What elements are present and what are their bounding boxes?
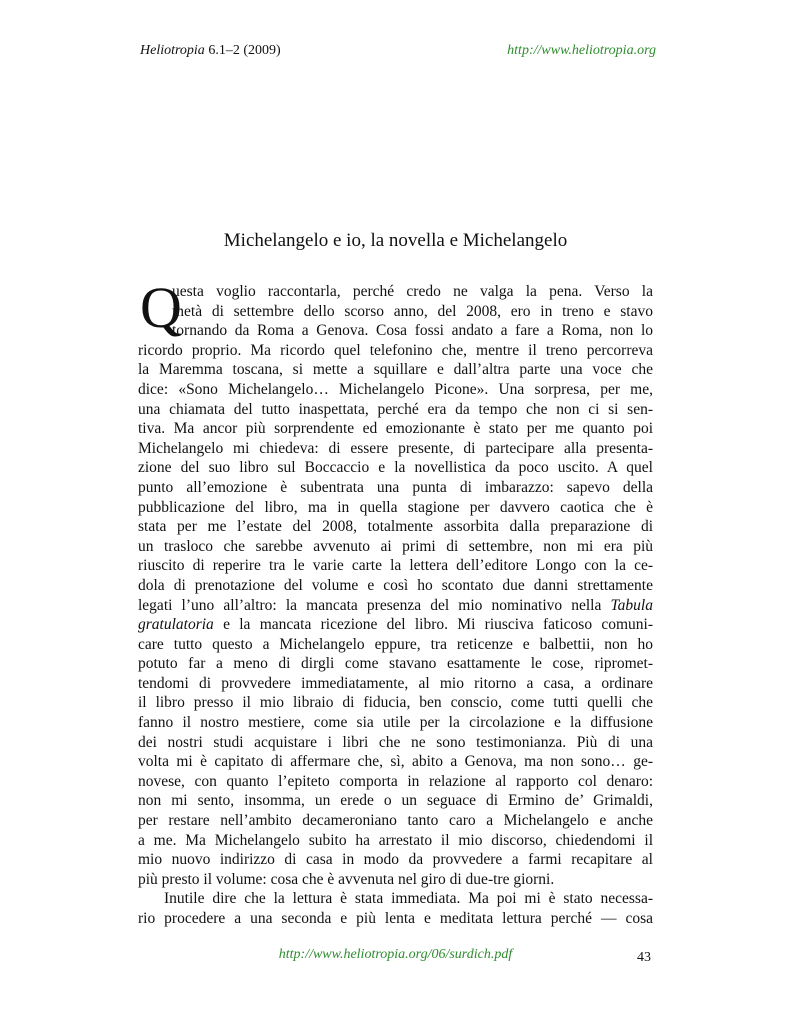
- italic-term: gratulatoria: [138, 616, 214, 634]
- page-number: 43: [637, 950, 651, 965]
- text-line: punto all’emozione è subentrata una punta di imbarazzo: sapevo della: [138, 478, 653, 496]
- text-line: per restare nell’ambito decameroniano tanto caro a Michelangelo e anche: [138, 812, 653, 830]
- text-line: stata per me l’estate del 2008, totalmente assorbita dalla preparazione di: [138, 518, 653, 536]
- text-line-with-italic: [138, 596, 653, 616]
- text-line: potuto far a meno di dirgli come stavano esattamente le cose, ripromet-: [138, 655, 653, 673]
- text-line: fanno il nostro mestiere, come sia utile per la circolazione e la diffusione: [138, 714, 653, 732]
- text-line: mio nuovo indirizzo di casa in modo da provvedere a farmi recapitare al: [138, 851, 653, 869]
- text-line: metà di settembre dello scorso anno, del 2008, ero in treno e stavo: [172, 302, 653, 320]
- journal-name: Heliotropia: [140, 43, 205, 58]
- text-line: dola di prenotazione del volume e così ho scontato due danni strettamente: [138, 576, 653, 594]
- text-line: tiva. Ma ancor più sorprendente ed emozionante è stato per me quanto poi: [138, 420, 653, 438]
- text-line: un trasloco che sarebbe avvenuto ai primi di settembre, non mi era più: [138, 537, 653, 555]
- text-line: una chiamata del tutto inaspettata, perché era da tempo che non ci si sen-: [138, 400, 653, 418]
- italic-term: Tabula: [610, 596, 653, 614]
- drop-cap: Q: [140, 275, 182, 340]
- running-header: [140, 43, 281, 59]
- text-line: Inutile dire che la lettura è stata immediata. Ma poi mi è stato necessa-: [164, 890, 653, 908]
- text-segment: legati l’uno all’altro: la mancata presenza del mio nominativo nella: [138, 596, 602, 614]
- text-line: dice: «Sono Michelangelo… Michelangelo Picone». Una sorpresa, per me,: [138, 380, 653, 398]
- text-line: tornando da Roma a Genova. Cosa fossi andato a fare a Roma, non lo: [172, 322, 653, 340]
- text-line-with-italic: [138, 615, 653, 635]
- text-line: il libro presso il mio libraio di fiducia, ben conscio, come tutti quelli che: [138, 694, 653, 712]
- text-line: uesta voglio raccontarla, perché credo ne valga la pena. Verso la: [172, 283, 653, 300]
- text-line: rio procedere a una seconda e più lenta e meditata lettura perché — cosa: [138, 910, 653, 927]
- text-line: più presto il volume: cosa che è avvenuta nel giro di due-tre giorni.: [138, 870, 555, 888]
- text-line: la Maremma toscana, si mette a squillare e dall’altra parte una voce che: [138, 361, 653, 379]
- article-body: [138, 275, 654, 929]
- text-line: volta mi è capitato di affermare che, sì, abito a Genova, ma non sono… ge-: [138, 753, 653, 771]
- text-line: zione del suo libro sul Boccaccio e la novellistica da poco uscito. A quel: [138, 459, 653, 477]
- text-segment: e la mancata ricezione del libro. Mi riusciva faticoso comuni-: [223, 616, 654, 634]
- footer-url-link[interactable]: http://www.heliotropia.org/06/surdich.pdf: [278, 947, 513, 962]
- text-line: tendomi di provvedere immediatamente, al mio ritorno a casa, a ordinare: [138, 674, 653, 692]
- text-line: ricordo proprio. Ma ricordo quel telefonino che, mentre il treno percorreva: [138, 341, 653, 359]
- text-line: care tutto questo a Michelangelo eppure, tra reticenze e balbettii, non ho: [138, 635, 653, 653]
- article-title: Michelangelo e io, la novella e Michelangelo: [223, 230, 568, 251]
- issue-number: 6.1–2 (2009): [208, 43, 281, 58]
- text-line: dei nostri studi acquistare i libri che ne sono testimonianza. Più di una: [138, 733, 653, 751]
- header-url-link[interactable]: http://www.heliotropia.org: [507, 43, 656, 58]
- text-line: non mi sento, insomma, un erede o un seguace di Ermino de’ Grimaldi,: [138, 792, 653, 810]
- text-line: a me. Ma Michelangelo subito ha arrestato il mio discorso, chiedendomi il: [138, 831, 653, 849]
- text-line: riuscito di reperire tra le varie carte la lettera dell’editore Longo con la ce-: [138, 557, 653, 575]
- text-line: pubblicazione del libro, ma in quella stagione per davvero caotica che è: [138, 498, 653, 516]
- text-line: novese, con quanto l’epiteto comporta in relazione al rapporto col denaro:: [138, 772, 653, 790]
- text-line: Michelangelo mi chiedeva: di essere presente, di partecipare alla presenta-: [138, 439, 653, 457]
